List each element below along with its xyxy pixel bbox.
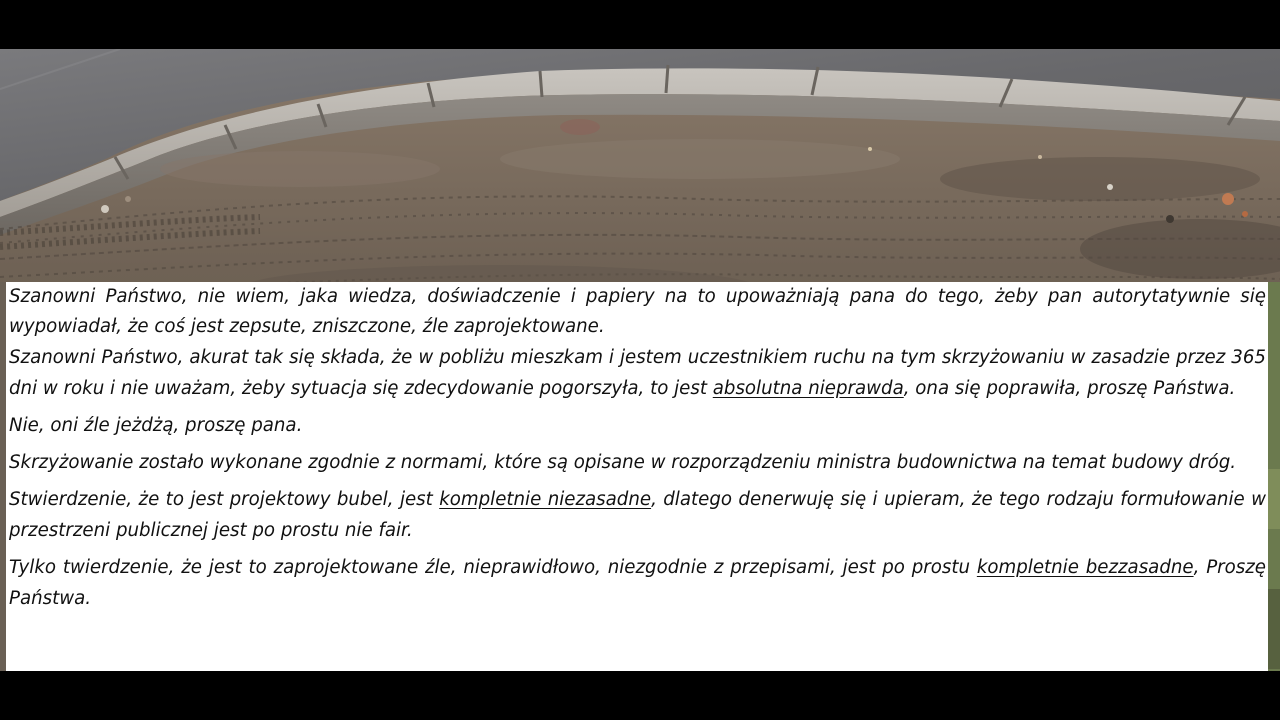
underlined-phrase: kompletnie bezzasadne	[976, 557, 1194, 578]
transcript-paragraph	[9, 282, 1266, 342]
text-segment: Tylko twierdzenie, że jest to zaprojektowane źle, nieprawidłowo, niezgodnie z przepisami, jest po prostu	[9, 557, 977, 578]
text-segment: , Proszę Państwa.	[9, 557, 1266, 609]
text-segment: , dlatego denerwuję się i upieram, że tego rodzaju formułowanie w przestrzeni publicznej jest po prostu nie fair.	[9, 489, 1266, 541]
transcript-paragraph	[9, 342, 1266, 404]
transcript-paragraph	[9, 552, 1266, 614]
transcript-paragraph	[9, 410, 1266, 441]
transcript-paragraph	[9, 484, 1266, 546]
text-segment: Szanowni Państwo, akurat tak się składa, że w pobliżu mieszkam i jestem uczestnikiem ruchu na tym skrzyżowaniu w zasadzie przez 365 dni w roku i nie uważam, żeby sytuacja się zdecydowanie pogorszyła, to jest	[9, 347, 1266, 399]
text-segment: Szanowni Państwo, nie wiem, jaka wiedza, doświadczenie i papiery na to upoważniają pana do tego, żeby pan autorytatywnie się wypowiadał, że coś jest zepsute, zniszczone, źle zaprojektowane.	[9, 286, 1266, 337]
text-segment: Nie, oni źle jeżdżą, proszę pana.	[9, 415, 303, 436]
transcript-paragraph	[9, 447, 1266, 478]
underlined-phrase: absolutna nieprawda	[712, 378, 904, 399]
transcript-panel	[6, 282, 1268, 671]
text-segment: Stwierdzenie, że to jest projektowy bubel, jest	[9, 489, 440, 510]
transcript-text	[6, 282, 1268, 614]
text-segment: Skrzyżowanie zostało wykonane zgodnie z normami, które są opisane w rozporządzeniu ministra budownictwa na temat budowy dróg.	[9, 452, 1237, 473]
underlined-phrase: kompletnie niezasadne	[439, 489, 652, 510]
text-segment: , ona się poprawiła, proszę Państwa.	[903, 378, 1236, 399]
